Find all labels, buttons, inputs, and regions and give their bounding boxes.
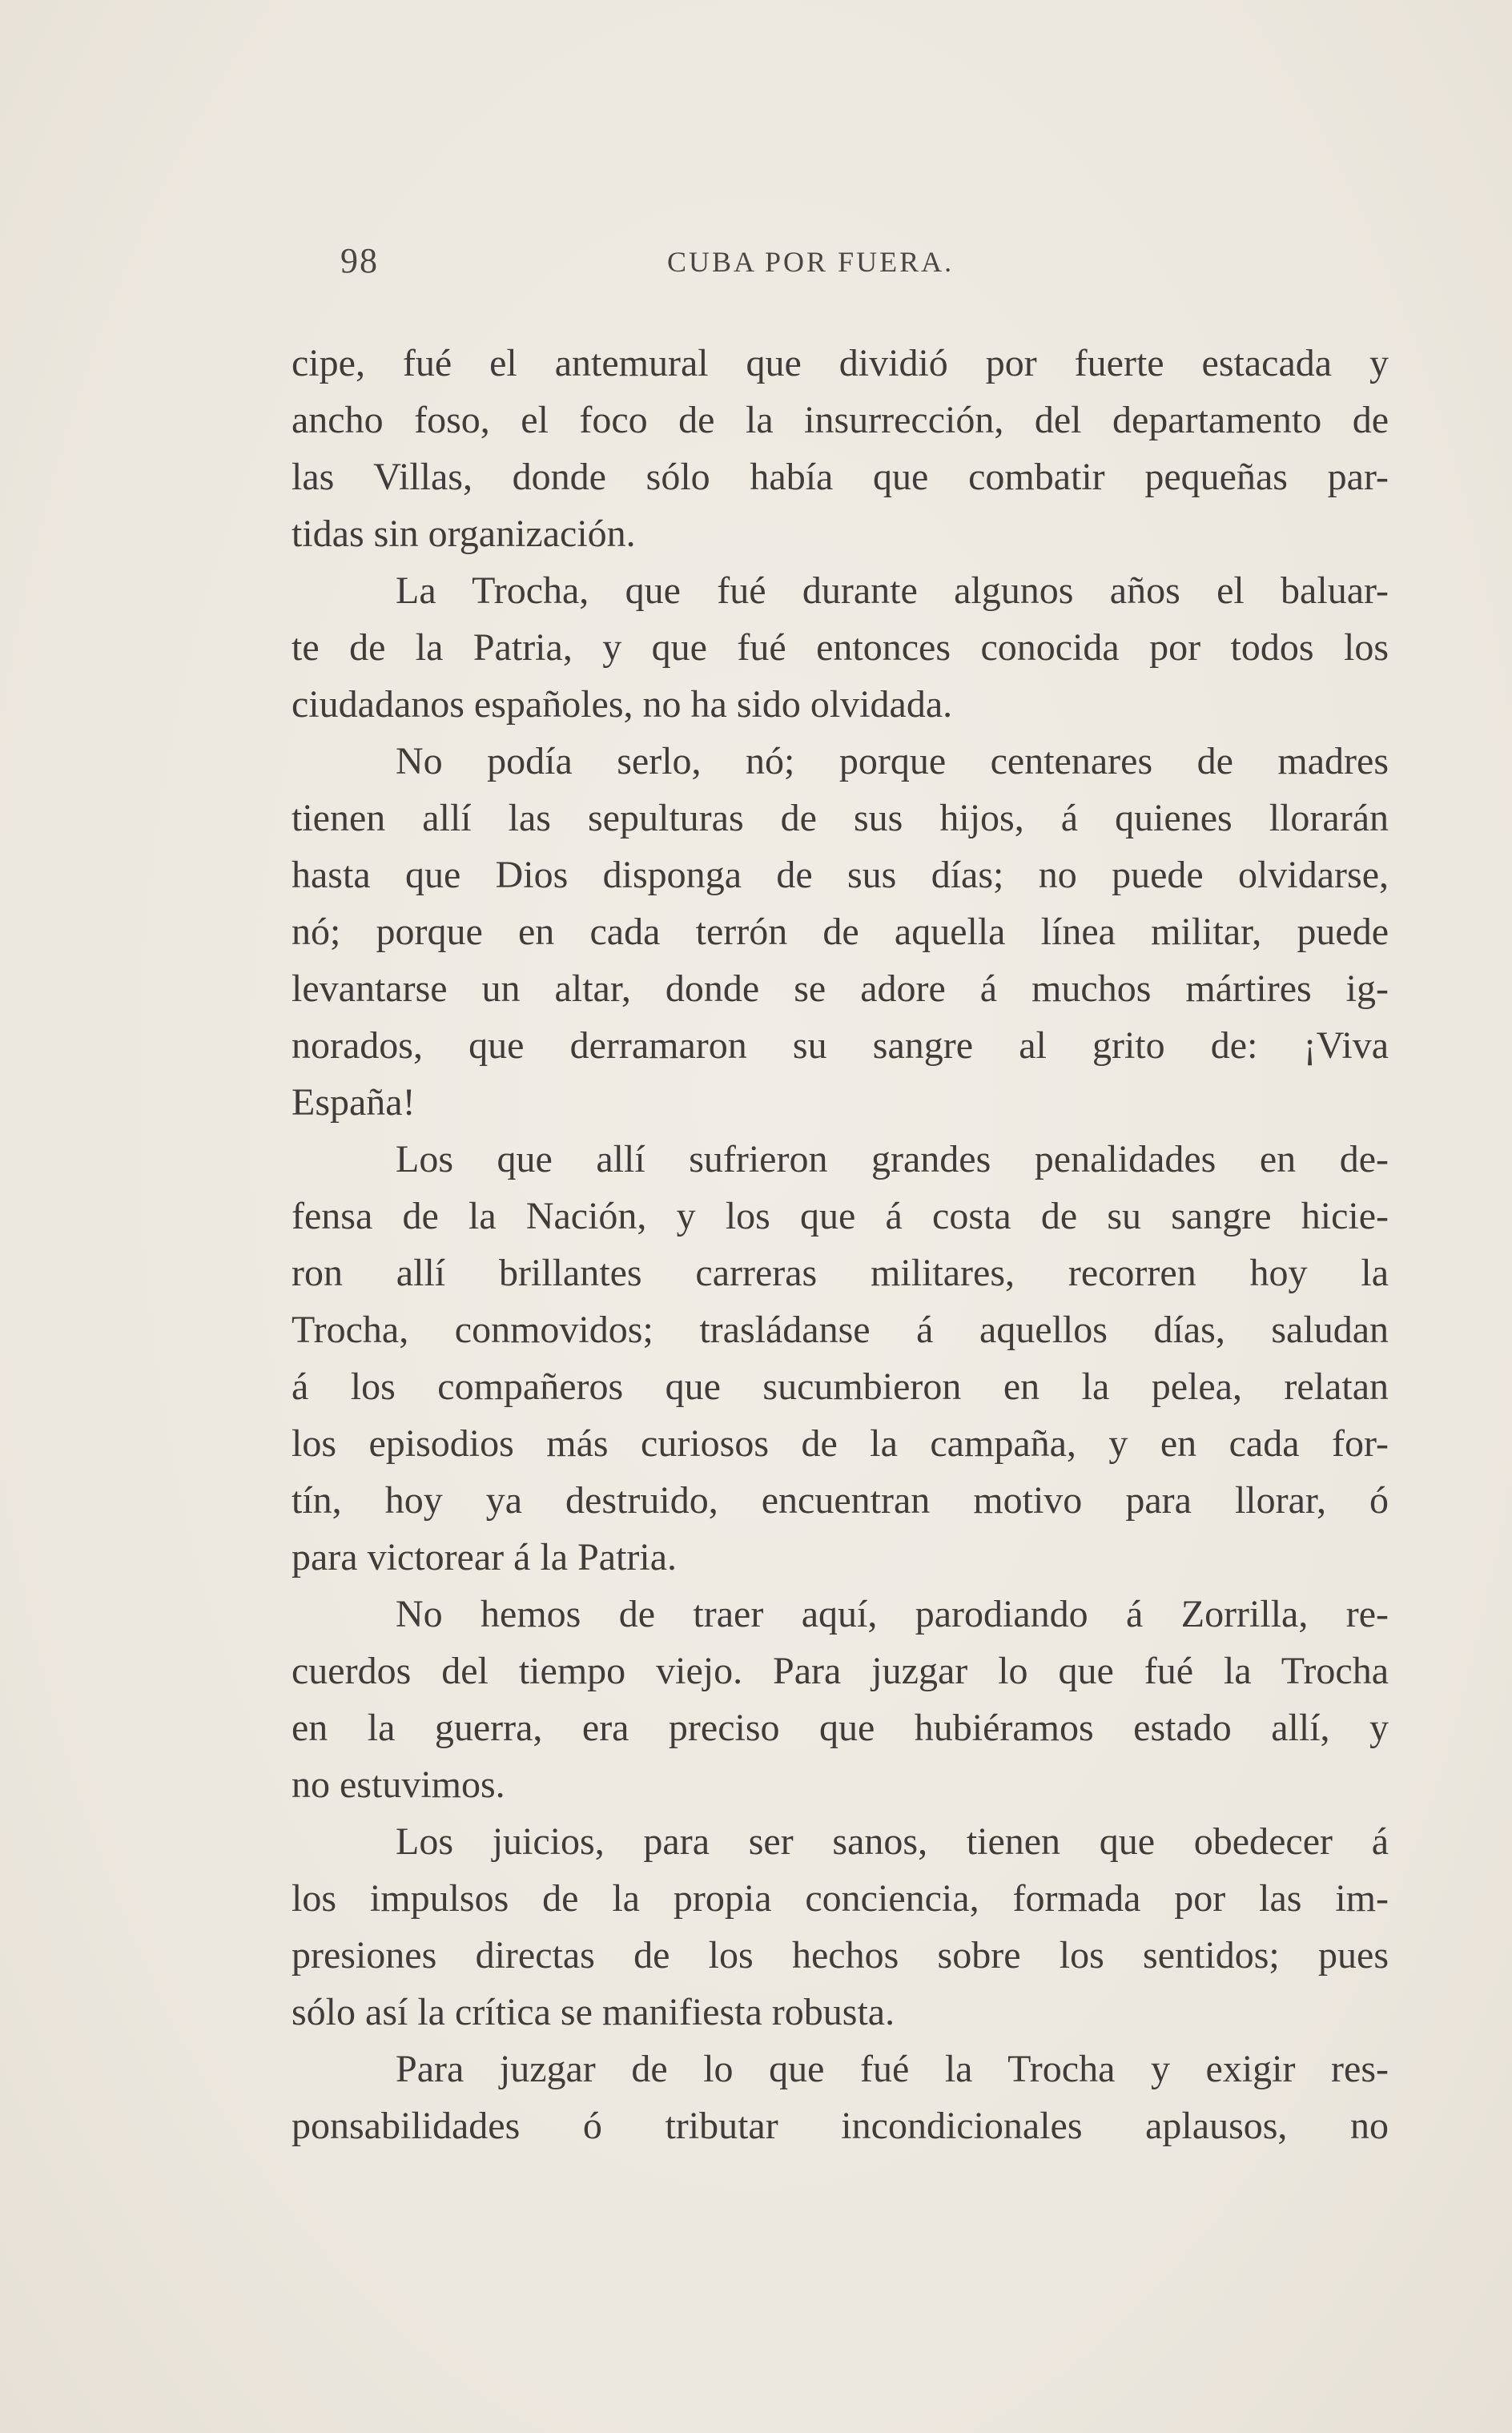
running-title: CUBA POR FUERA.: [667, 246, 955, 278]
body-text: [292, 335, 1389, 2154]
text-line: no estuvimos.: [292, 1763, 505, 1806]
text-line: ciudadanos españoles, no ha sido olvidada.: [292, 683, 953, 726]
text-line: hasta que Dios disponga de sus días; no puede olvidarse,: [292, 854, 1389, 896]
text-line: fensa de la Nación, y los que á costa de su sangre hicie-: [292, 1195, 1389, 1237]
text-line: No podía serlo, nó; porque centenares de madres: [396, 740, 1389, 782]
text-line: ancho foso, el foco de la insurrección, del departamento de: [292, 399, 1389, 441]
text-line: las Villas, donde sólo había que combatir pequeñas par-: [292, 456, 1389, 498]
text-line: para victorear á la Patria.: [292, 1536, 678, 1578]
text-line: los impulsos de la propia conciencia, formada por las im-: [292, 1877, 1389, 1920]
text-line: La Trocha, que fué durante algunos años el baluar-: [396, 569, 1389, 612]
text-line: norados, que derramaron su sangre al grito de: ¡Viva: [292, 1024, 1389, 1067]
text-line: cipe, fué el antemural que dividió por fuerte estacada y: [292, 342, 1389, 384]
text-line: ponsabilidades ó tributar incondicionales aplausos, no: [292, 2105, 1389, 2147]
text-line: No hemos de traer aquí, parodiando á Zorrilla, re-: [396, 1593, 1389, 1635]
text-line: presiones directas de los hechos sobre los sentidos; pues: [292, 1934, 1389, 1977]
text-line: Para juzgar de lo que fué la Trocha y exigir res-: [396, 2048, 1389, 2090]
text-line: sólo así la crítica se manifiesta robusta.: [292, 1991, 895, 2033]
text-line: los episodios más curiosos de la campaña, y en cada for-: [292, 1422, 1389, 1465]
text-line: Trocha, conmovidos; trasládanse á aquellos días, saludan: [292, 1309, 1389, 1351]
text-line: te de la Patria, y que fué entonces conocida por todos los: [292, 626, 1389, 669]
text-line: nó; porque en cada terrón de aquella línea militar, puede: [292, 911, 1389, 953]
text-line: levantarse un altar, donde se adore á muchos mártires ig-: [292, 967, 1389, 1010]
text-line: Los juicios, para ser sanos, tienen que obedecer á: [396, 1820, 1389, 1863]
text-line: en la guerra, era preciso que hubiéramos estado allí, y: [292, 1707, 1389, 1749]
text-line: á los compañeros que sucumbieron en la pelea, relatan: [292, 1365, 1389, 1408]
text-line: tín, hoy ya destruido, encuentran motivo para llorar, ó: [292, 1479, 1389, 1522]
page-header: [340, 240, 1389, 288]
text-line: cuerdos del tiempo viejo. Para juzgar lo que fué la Trocha: [292, 1650, 1389, 1692]
text-line: España!: [292, 1081, 416, 1124]
text-line: Los que allí sufrieron grandes penalidades en de-: [396, 1138, 1389, 1180]
text-line: tidas sin organización.: [292, 513, 636, 555]
text-line: ron allí brillantes carreras militares, recorren hoy la: [292, 1252, 1389, 1294]
page-number: 98: [340, 241, 379, 280]
text-line: tienen allí las sepulturas de sus hijos, á quienes llorarán: [292, 797, 1389, 839]
